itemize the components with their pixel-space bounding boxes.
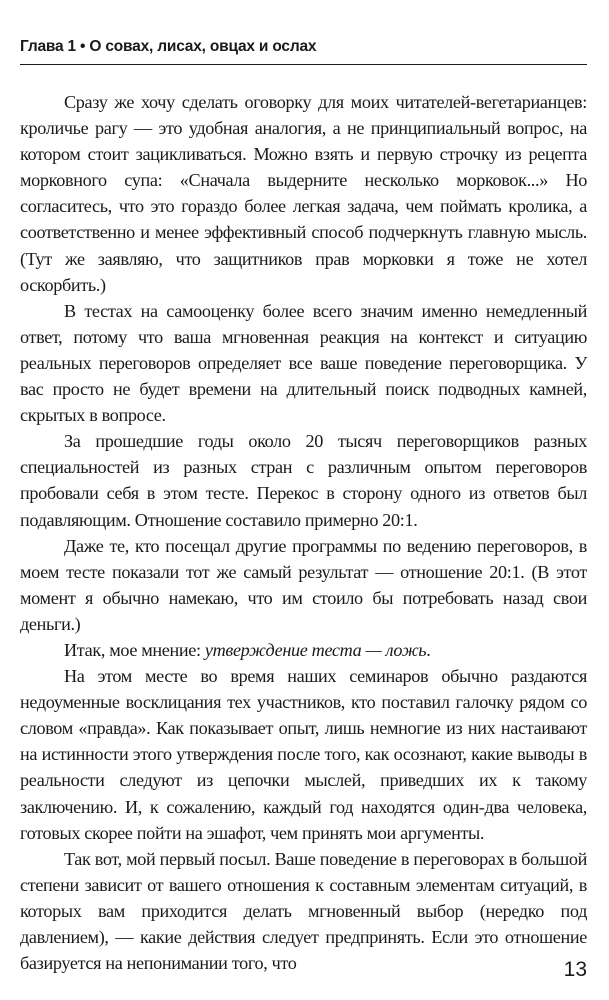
opinion-suffix: . xyxy=(426,639,431,660)
body-text xyxy=(20,89,587,976)
page-number: 13 xyxy=(563,958,587,981)
header-divider xyxy=(20,64,587,65)
opinion-emphasis: утверждение теста — ложь xyxy=(204,639,427,660)
paragraph: Даже те, кто посещал другие программы по ведению переговоров, в моем тесте показали тот же самый результат — отношение 20:1. (В этот момент я обычно намекаю, что им стоило бы потребовать назад свои деньги.) xyxy=(20,535,587,634)
paragraph: За прошедшие годы около 20 тысяч переговорщиков разных специальностей из разных стран с различным опытом переговоров пробовали себя в этом тесте. Перекос в сторону одного из ответов был подавляющим. Отношение составило примерно 20:1. xyxy=(20,431,587,530)
paragraph: В тестах на самооценку более всего значим именно немедленный ответ, потому что ваша мгновенная реакция на контекст и ситуацию реальных переговоров определяет все ваше поведение переговорщика. У вас просто не будет времени на длительный поиск подводных камней, скрытых в вопросе. xyxy=(20,300,587,426)
paragraph: Так вот, мой первый посыл. Ваше поведение в переговорах в большой степени зависит от вашего отношения к составным элементам ситуаций, в которых вам приходится делать мгновенный выбор (нередко под давлением), — какие действия следует предпринять. Если это отношение базируется на непонимании того, что xyxy=(20,848,587,974)
opinion-prefix: Итак, мое мнение: xyxy=(64,639,205,660)
paragraph: На этом месте во время наших семинаров обычно раздаются недоуменные восклицания тех участников, кто поставил галочку рядом со словом «правда». Как показывает опыт, лишь немногие из них настаивают на истинности этого утверждения после того, как осознают, какие выводы в реальности следуют из цепочки мыслей, приведших их к такому заключению. И, к сожалению, каждый год находятся один-два человека, готовых скорее пойти на эшафот, чем принять мои аргументы. xyxy=(20,666,587,843)
running-head: Глава 1 • О совах, лисах, овцах и ослах xyxy=(20,38,317,55)
paragraph: Сразу же хочу сделать оговорку для моих читателей-вегетарианцев: кроличье рагу — это удобная аналогия, а не принципиальный вопрос, на котором стоит зацикливаться. Можно взять и первую строчку из рецепта морковного супа: «Сначала выдерните несколько морковок...» Но согласитесь, что это гораздо более легкая задача, чем поймать кролика, а соответственно и менее эффективный способ подчеркнуть главную мысль. (Тут же заявляю, что защитников прав морковки я тоже не хотел оскорбить.) xyxy=(20,92,587,295)
opinion-paragraph xyxy=(20,637,587,663)
